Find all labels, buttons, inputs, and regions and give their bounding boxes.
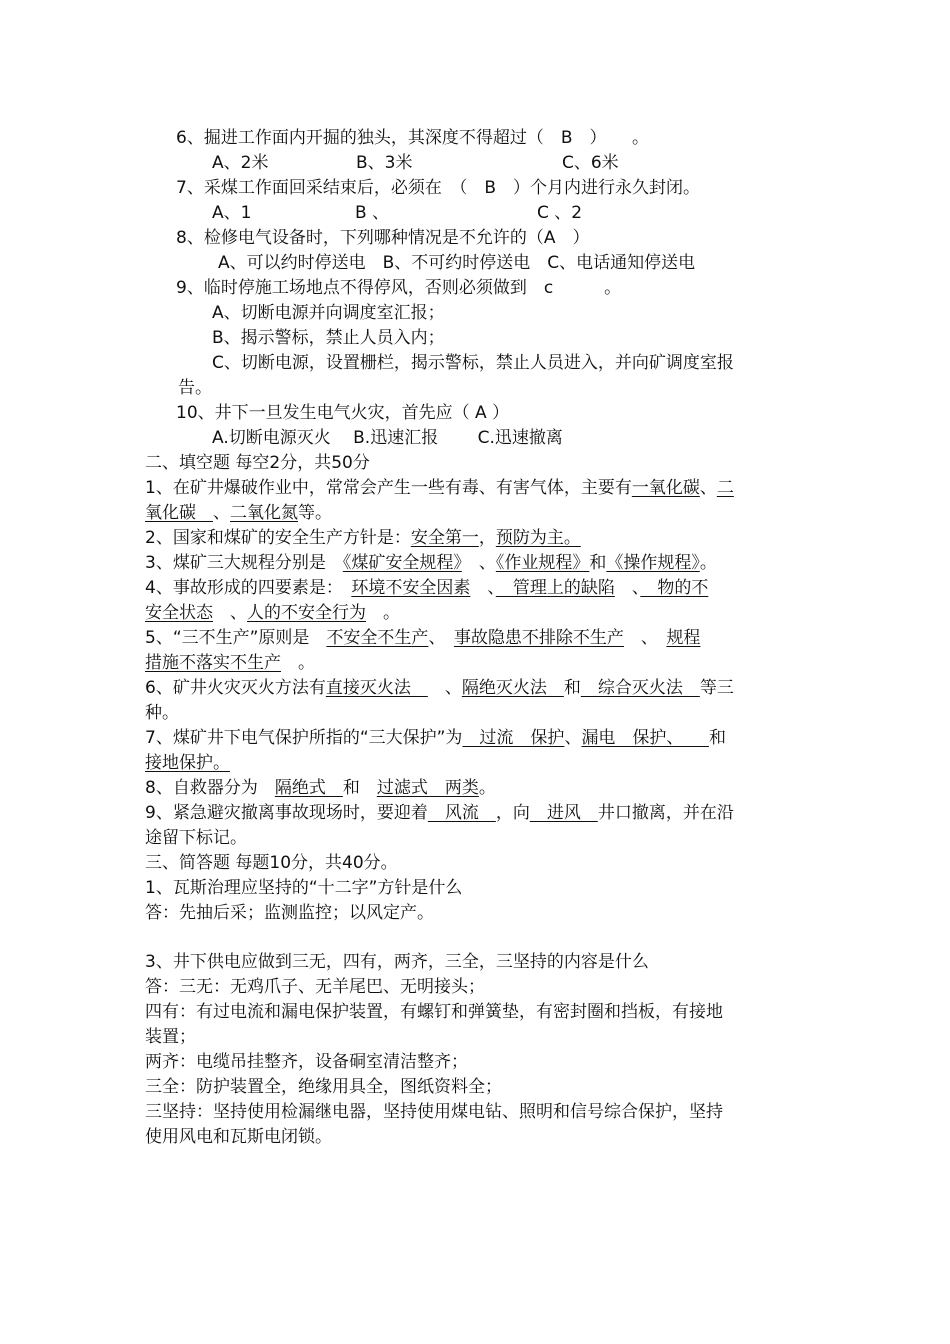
fill-q7-answer-3: 接地保护。 <box>145 753 230 773</box>
fill-q9-end: 井口撤离，并在沿 <box>597 803 734 823</box>
fill-q3-answer-1: 《煤矿安全规程》 <box>342 553 462 573</box>
fill-q1-sep-2: 、 <box>213 503 230 523</box>
fill-q4-line2 <box>145 602 400 624</box>
mc-q7-option-a: A、1 <box>212 203 252 223</box>
fill-q1-answer-3: 二氧化氮 <box>230 503 298 523</box>
fill-q1-line1 <box>145 477 734 499</box>
fill-q5-line1 <box>145 627 700 649</box>
fill-q5-answer-3: 措施不落实不生产 <box>145 653 281 673</box>
fill-q3-text: 3、煤矿三大规程分别是 <box>145 553 343 573</box>
fill-q6-sep-1: 、 <box>427 678 462 698</box>
mc-q6-option-c: C、6米 <box>562 153 619 173</box>
fill-q2 <box>145 527 581 549</box>
fill-q3-sep-1: 、 <box>461 553 496 573</box>
fill-q5-answer-2: 事故隐患不排除不生产 <box>453 628 624 648</box>
mc-q7-option-b: B 、 <box>355 203 390 223</box>
fill-q7-line2 <box>145 752 230 774</box>
fill-q8-answer-1: 隔绝式 <box>274 778 343 798</box>
fill-q8-end: 。 <box>478 778 496 798</box>
fill-q8 <box>145 777 496 799</box>
mc-q7-option-c: C 、2 <box>537 203 583 223</box>
fill-q3-answer-2: 《作业规程》 <box>495 553 590 573</box>
mc-q6-stem: 6、掘进工作面内开掘的独头，其深度不得超过（ B ） 。 <box>176 128 649 148</box>
fill-q7-text: 7、煤矿井下电气保护所指的“三大保护”为 <box>145 728 463 748</box>
fill-q9-line2: 途留下标记。 <box>145 828 247 848</box>
fill-q4-sep-2: 、 <box>614 578 641 598</box>
short-a3-line1: 答：三无：无鸡爪子、无羊尾巴、无明接头； <box>145 977 485 997</box>
fill-q6-answer-1: 直接灭火法 <box>325 678 428 698</box>
mc-q6-option-a: A、2米 <box>212 153 269 173</box>
mc-q6-option-b: B、3米 <box>356 153 413 173</box>
mc-q10-options: A.切断电源灭火 B.迅速汇报 C.迅速撤离 <box>212 428 563 448</box>
fill-q7-sep-1: 、 <box>564 728 582 748</box>
short-a3-line3: 装置； <box>145 1027 196 1047</box>
fill-q4-answer-4: 人的不安全行为 <box>247 603 366 623</box>
fill-q3-answer-3: 《操作规程》 <box>606 553 700 573</box>
fill-q9-line1 <box>145 802 734 824</box>
mc-q8-options: A、可以约时停送电 B、不可约时停送电 C、电话通知停送电 <box>218 253 696 273</box>
fill-q4-answer-1: 环境不安全因素 <box>351 578 471 598</box>
fill-q4-answer-3-start: 物的不 <box>640 578 709 598</box>
fill-q4-end: 。 <box>366 603 400 623</box>
fill-q5-answer-1: 不安全不生产 <box>326 628 429 648</box>
fill-q2-text: 2、国家和煤矿的安全生产方针是： <box>145 528 411 548</box>
fill-q1-text: 1、在矿井爆破作业中，常常会产生一些有毒、有害气体，主要有 <box>145 478 632 498</box>
fill-q9-text: 9、紧急避灾撤离事故现场时，要迎着 <box>145 803 428 823</box>
fill-q5-line2 <box>145 652 315 674</box>
fill-q4-text: 4、事故形成的四要素是： <box>145 578 352 598</box>
fill-q1-answer-2-start: 二 <box>716 478 734 498</box>
fill-q6-line1 <box>145 677 734 699</box>
fill-q4-sep-1: 、 <box>470 578 496 598</box>
short-a3-line5: 三全：防护装置全，绝缘用具全，图纸资料全； <box>145 1077 502 1097</box>
fill-q8-text: 8、自救器分为 <box>145 778 275 798</box>
fill-q9-answer-2: 进风 <box>529 803 598 823</box>
short-q1: 1、瓦斯治理应坚持的“十二字”方针是什么 <box>145 878 463 898</box>
short-a1: 答：先抽后采；监测监控；以风定产。 <box>145 903 434 923</box>
fill-q4-answer-2: 管理上的缺陷 <box>495 578 615 598</box>
fill-q2-answer-1: 安全第一 <box>410 528 479 548</box>
fill-q4-answer-3: 安全状态 <box>145 603 213 623</box>
fill-q3-sep-2: 和 <box>589 553 607 573</box>
fill-q1-answer-2: 氧化碳 <box>145 503 213 523</box>
fill-q5-text: 5、“三不生产”原则是 <box>145 628 327 648</box>
fill-q5-end: 。 <box>281 653 315 673</box>
fill-q7-end: 和 <box>708 728 726 748</box>
fill-q7-answer-2: 漏电 保护、 <box>581 728 709 748</box>
mc-q7-stem: 7、采煤工作面回采结束后，必须在 （ B ）个月内进行永久封闭。 <box>176 178 700 198</box>
short-a3-line2: 四有：有过电流和漏电保护装置，有螺钉和弹簧垫，有密封圈和挡板，有接地 <box>145 1002 723 1022</box>
mc-q9-option-c-cont: 告。 <box>178 378 212 398</box>
fill-q3 <box>145 552 717 574</box>
fill-q8-answer-2: 过滤式 两类 <box>376 778 479 798</box>
mc-q8-stem: 8、检修电气设备时，下列哪种情况是不允许的（A ） <box>176 228 590 248</box>
fill-q6-line2: 种。 <box>145 703 179 723</box>
fill-q2-sep: ， <box>478 528 496 548</box>
fill-q1-answer-1: 一氧化碳 <box>631 478 700 498</box>
mc-q9-option-b: B、揭示警标，禁止人员入内； <box>212 328 445 348</box>
mc-q9-option-c: C、切断电源，设置栅栏，揭示警标，禁止人员进入，并向矿调度室报 <box>212 353 734 373</box>
short-a3-line4: 两齐：电缆吊挂整齐，设备硐室清洁整齐； <box>145 1052 468 1072</box>
short-q3: 3、井下供电应做到三无，四有，两齐，三全，三坚持的内容是什么 <box>145 952 649 972</box>
fill-q5-answer-3-start: 规程 <box>666 628 701 648</box>
short-a3-line6: 三坚持：坚持使用检漏继电器，坚持使用煤电钻、照明和信号综合保护，坚持 <box>145 1102 723 1122</box>
section-heading-fill: 二、填空题 每空2分，共50分 <box>145 453 370 473</box>
fill-q4-sep-3: 、 <box>213 603 247 623</box>
fill-q9-answer-1: 风流 <box>427 803 496 823</box>
mc-q10-stem: 10、井下一旦发生电气火灾，首先应（ A ） <box>176 403 510 423</box>
fill-q1-sep: 、 <box>699 478 717 498</box>
section-heading-short: 三、简答题 每题10分，共40分。 <box>145 853 398 873</box>
fill-q4-line1 <box>145 577 708 599</box>
fill-q5-sep-1: 、 <box>428 628 454 648</box>
mc-q9-option-a: A、切断电源并向调度室汇报； <box>212 303 445 323</box>
fill-q2-answer-2: 预防为主。 <box>495 528 581 548</box>
fill-q1-line2 <box>145 502 332 524</box>
fill-q6-text: 6、矿井火灾灭火方法有 <box>145 678 326 698</box>
fill-q8-sep: 和 <box>342 778 377 798</box>
fill-q6-answer-3: 综合灭火法 <box>580 678 700 698</box>
fill-q7-line1 <box>145 727 726 749</box>
fill-q1-end: 等。 <box>298 503 332 523</box>
short-a3-line7: 使用风电和瓦斯电闭锁。 <box>145 1127 332 1147</box>
fill-q5-sep-2: 、 <box>623 628 667 648</box>
fill-q3-end: 。 <box>699 553 717 573</box>
fill-q6-sep-2: 和 <box>563 678 581 698</box>
fill-q6-end: 等三 <box>699 678 734 698</box>
fill-q9-sep: ，向 <box>495 803 530 823</box>
fill-q7-answer-1: 过流 保护 <box>462 728 565 748</box>
fill-q6-answer-2: 隔绝灭火法 <box>461 678 564 698</box>
mc-q9-stem: 9、临时停施工场地点不得停风，否则必须做到 c 。 <box>176 278 622 298</box>
